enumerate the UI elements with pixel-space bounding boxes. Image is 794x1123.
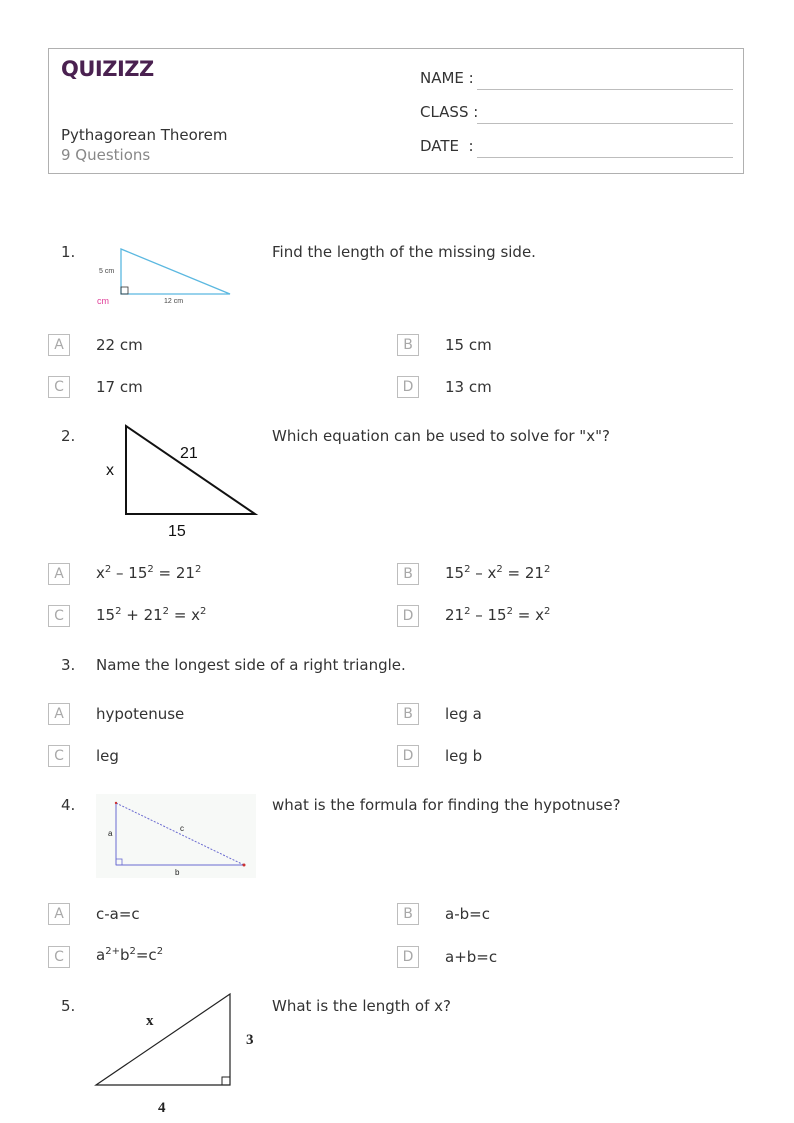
- q3-option-b-letter[interactable]: B: [397, 703, 419, 725]
- name-line[interactable]: [477, 89, 733, 90]
- q1-option-a-text[interactable]: 22 cm: [96, 336, 143, 354]
- date-label: DATE :: [420, 137, 474, 155]
- question-1-number: 1.: [61, 243, 76, 261]
- question-4-number: 4.: [61, 796, 76, 814]
- q2-option-d-letter[interactable]: D: [397, 605, 419, 627]
- question-5-number: 5.: [61, 997, 76, 1015]
- q2-option-b-text[interactable]: $15^2 - x^2 = 21^2$: [445, 564, 551, 582]
- class-label: CLASS :: [420, 103, 479, 121]
- q2-option-c-text[interactable]: $15^2 + 21^2 = x^2$: [96, 606, 207, 624]
- q1-option-a-letter[interactable]: A: [48, 334, 70, 356]
- q1-option-c-text[interactable]: 17 cm: [96, 378, 143, 396]
- question-4-text: what is the formula for finding the hypotnuse?: [272, 796, 621, 814]
- q5-label-leg: 3: [246, 1032, 254, 1048]
- q3-option-d-letter[interactable]: D: [397, 745, 419, 767]
- question-2-number: 2.: [61, 427, 76, 445]
- question-5-text: What is the length of x?: [272, 997, 451, 1015]
- question-3-number: 3.: [61, 656, 76, 674]
- q3-option-a-text[interactable]: hypotenuse: [96, 705, 185, 723]
- q4-label-a: a: [108, 829, 113, 838]
- q2-label-base: 15: [168, 523, 186, 540]
- q4-option-a-text[interactable]: c-a=c: [96, 905, 140, 923]
- q5-label-hyp: x: [146, 1013, 154, 1029]
- q4-option-d-text[interactable]: a+b=c: [445, 948, 498, 966]
- q3-option-c-text[interactable]: leg: [96, 747, 119, 765]
- q1-label-corner: cm: [97, 296, 109, 306]
- q3-option-b-text[interactable]: leg a: [445, 705, 482, 723]
- q2-label-leg: x: [106, 462, 114, 479]
- question-4-triangle-figure: [96, 794, 256, 878]
- question-5-triangle-figure: [94, 990, 264, 1118]
- q4-option-d-letter[interactable]: D: [397, 946, 419, 968]
- q2-label-hyp: 21: [180, 445, 198, 462]
- quizizz-logo: QUIZIZZ: [61, 57, 154, 81]
- q4-label-c: c: [180, 824, 184, 833]
- question-1-text: Find the length of the missing side.: [272, 243, 536, 261]
- q2-option-c-letter[interactable]: C: [48, 605, 70, 627]
- question-2-text: Which equation can be used to solve for "x"?: [272, 427, 610, 445]
- q3-option-d-text[interactable]: leg b: [445, 747, 483, 765]
- worksheet-title: Pythagorean Theorem: [61, 126, 228, 144]
- q4-option-b-text[interactable]: a-b=c: [445, 905, 490, 923]
- q4-option-a-letter[interactable]: A: [48, 903, 70, 925]
- date-line[interactable]: [477, 157, 733, 158]
- q4-option-b-letter[interactable]: B: [397, 903, 419, 925]
- q2-option-d-text[interactable]: $21^2 - 15^2 = x^2$: [445, 606, 551, 624]
- q5-label-base: 4: [158, 1100, 166, 1116]
- q4-option-c-letter[interactable]: C: [48, 946, 70, 968]
- class-line[interactable]: [477, 123, 733, 124]
- question-2-triangle-figure: [100, 420, 260, 545]
- q1-label-side-a: 5 cm: [99, 268, 115, 275]
- worksheet-header: [48, 48, 744, 174]
- q3-option-a-letter[interactable]: A: [48, 703, 70, 725]
- q1-option-b-text[interactable]: 15 cm: [445, 336, 492, 354]
- q4-option-c-text[interactable]: $a^{2+}b^2=c^2$: [96, 946, 164, 964]
- q1-option-d-text[interactable]: 13 cm: [445, 378, 492, 396]
- q2-option-b-letter[interactable]: B: [397, 563, 419, 585]
- q1-option-c-letter[interactable]: C: [48, 376, 70, 398]
- q1-option-b-letter[interactable]: B: [397, 334, 419, 356]
- name-label: NAME :: [420, 69, 474, 87]
- q4-label-b: b: [175, 868, 180, 877]
- question-count: 9 Questions: [61, 146, 151, 164]
- question-3-text: Name the longest side of a right triangle.: [96, 656, 406, 674]
- q1-label-side-b: 12 cm: [164, 298, 184, 305]
- q2-option-a-letter[interactable]: A: [48, 563, 70, 585]
- question-1-triangle-figure: [94, 243, 234, 308]
- q3-option-c-letter[interactable]: C: [48, 745, 70, 767]
- q2-option-a-text[interactable]: $x^2 - 15^2 = 21^2$: [96, 564, 202, 582]
- q1-option-d-letter[interactable]: D: [397, 376, 419, 398]
